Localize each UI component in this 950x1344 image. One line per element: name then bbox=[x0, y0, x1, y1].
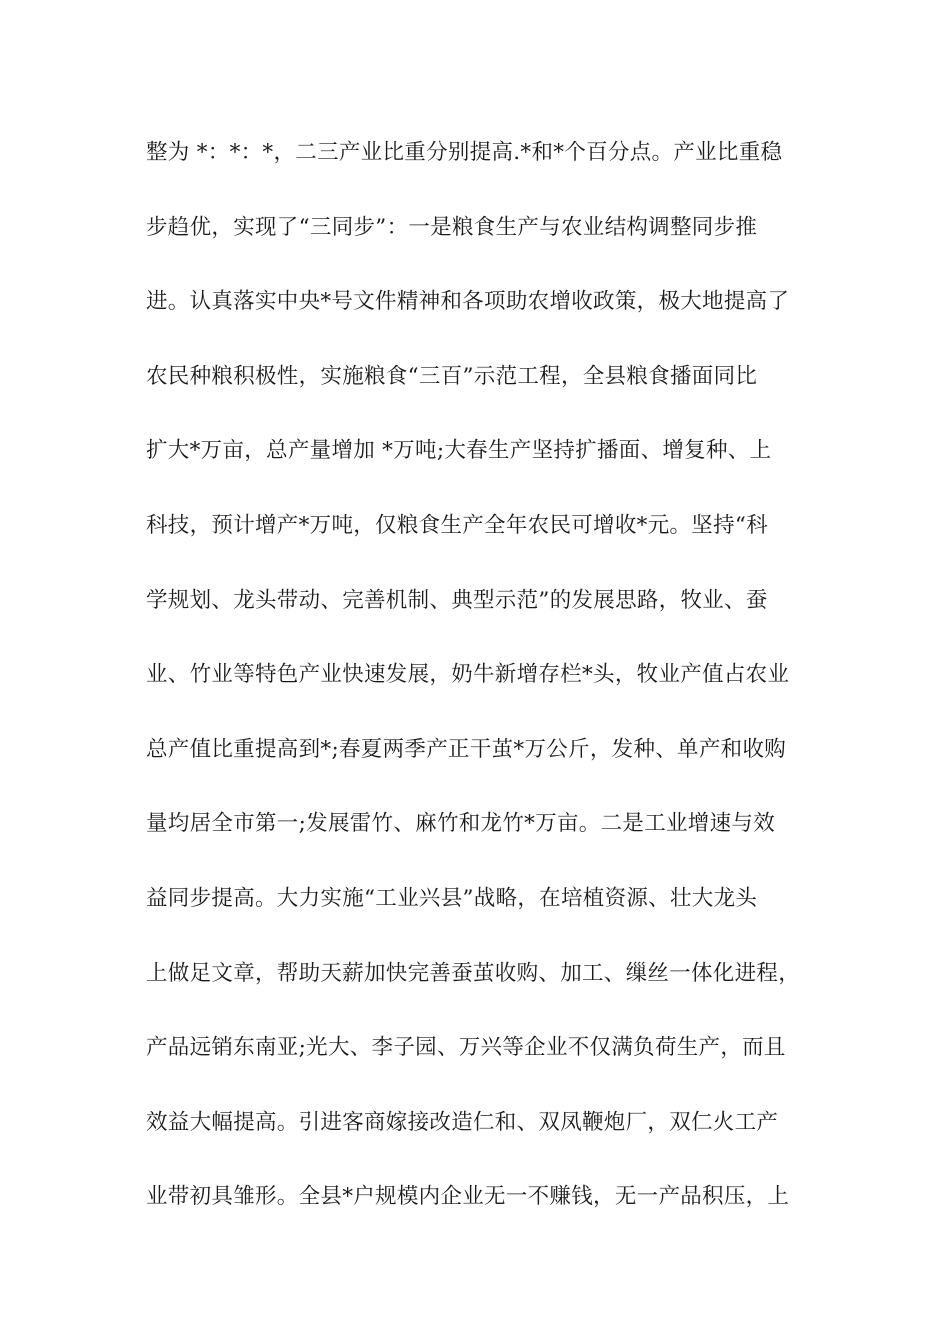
text-line: 农民种粮积极性，实施粮食“三百”示范工程，全县粮食播面同比 bbox=[146, 363, 758, 389]
text-line: 步趋优，实现了“三同步”：一是粮食生产与农业结构调整同步推 bbox=[146, 214, 758, 240]
text-line: 学规划、龙头带动、完善机制、典型示范”的发展思路，牧业、蚕 bbox=[146, 587, 768, 613]
text-line: 益同步提高。大力实施“工业兴县”战略，在培植资源、壮大龙头 bbox=[146, 885, 758, 911]
text-line: 总产值比重提高到*;春夏两季产正干茧*万公斤，发种、单产和收购 bbox=[146, 736, 787, 762]
text-line: 扩大*万亩，总产量增加 *万吨;大春生产坚持扩播面、增复种、上 bbox=[146, 438, 772, 464]
text-line: 整为 *：*：*，二三产业比重分别提高.*和*个百分点。产业比重稳 bbox=[146, 140, 783, 165]
text-line: 进。认真落实中央*号文件精神和各项助农增收政策，极大地提高了 bbox=[146, 289, 790, 315]
text-line: 产品远销东南亚;光大、李子园、万兴等企业不仅满负荷生产，而且 bbox=[146, 1035, 786, 1061]
body-text bbox=[146, 131, 806, 1250]
text-line: 科技，预计增产*万吨，仅粮食生产全年农民可增收*元。坚持“科 bbox=[146, 512, 768, 538]
text-line: 业、竹业等特色产业快速发展，奶牛新增存栏*头，牧业产值占农业 bbox=[146, 662, 790, 688]
text-line: 业带初具雏形。全县*户规模内企业无一不赚钱，无一产品积压，上 bbox=[146, 1184, 790, 1210]
text-line: 效益大幅提高。引进客商嫁接改造仁和、双凤鞭炮厂，双仁火工产 bbox=[146, 1109, 779, 1135]
text-line: 上做足文章，帮助天薪加快完善蚕茧收购、加工、缫丝一体化进程， bbox=[146, 960, 801, 986]
text-line: 量均居全市第一;发展雷竹、麻竹和龙竹*万亩。二是工业增速与效 bbox=[146, 811, 775, 837]
